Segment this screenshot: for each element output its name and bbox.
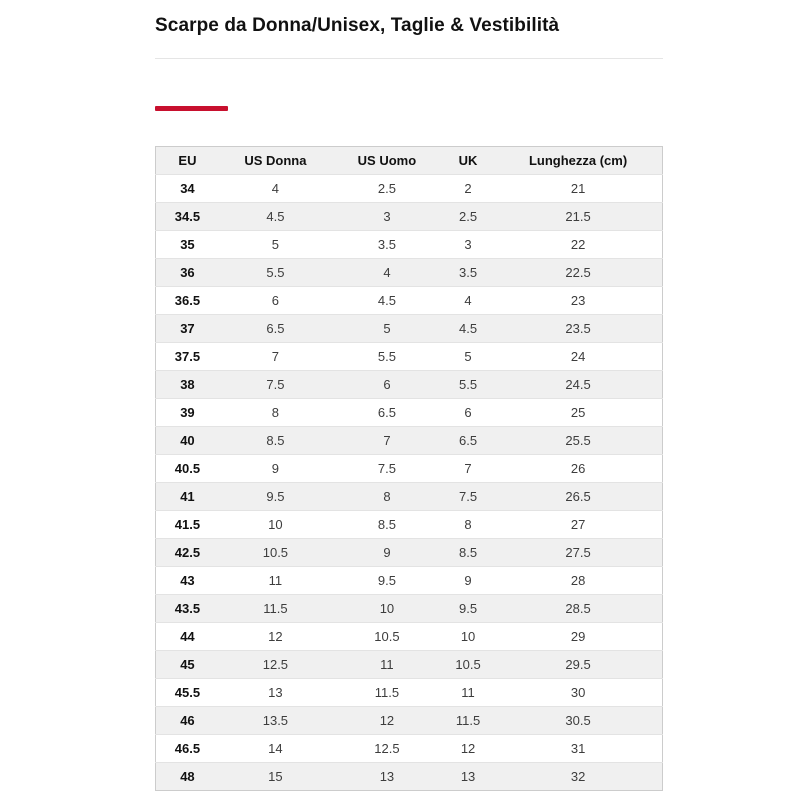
cell-lunghezza: 26 <box>494 455 662 483</box>
table-row <box>156 735 663 763</box>
cell-lunghezza: 22 <box>494 231 662 259</box>
table-row <box>156 287 663 315</box>
cell-uk: 6.5 <box>442 427 494 455</box>
cell-us-donna: 5 <box>219 231 332 259</box>
cell-lunghezza: 31 <box>494 735 662 763</box>
table-row <box>156 539 663 567</box>
cell-us-donna: 4.5 <box>219 203 332 231</box>
page-title: Scarpe da Donna/Unisex, Taglie & Vestibilità <box>155 15 560 36</box>
column-header-eu: EU <box>156 147 219 175</box>
cell-uk: 10 <box>442 623 494 651</box>
cell-us-donna: 12.5 <box>219 651 332 679</box>
table-row <box>156 259 663 287</box>
cell-eu: 38 <box>156 371 219 399</box>
cell-lunghezza: 21.5 <box>494 203 662 231</box>
cell-eu: 34 <box>156 175 219 203</box>
table-row <box>156 371 663 399</box>
cell-us-uomo: 5 <box>332 315 442 343</box>
cell-eu: 36.5 <box>156 287 219 315</box>
cell-lunghezza: 28 <box>494 567 662 595</box>
cell-lunghezza: 22.5 <box>494 259 662 287</box>
cell-us-donna: 9.5 <box>219 483 332 511</box>
cell-us-uomo: 11 <box>332 651 442 679</box>
cell-eu: 41 <box>156 483 219 511</box>
cell-us-uomo: 6 <box>332 371 442 399</box>
cell-uk: 9.5 <box>442 595 494 623</box>
cell-us-donna: 9 <box>219 455 332 483</box>
cell-uk: 8.5 <box>442 539 494 567</box>
cell-eu: 44 <box>156 623 219 651</box>
cell-us-donna: 6 <box>219 287 332 315</box>
table-row <box>156 315 663 343</box>
cell-eu: 46.5 <box>156 735 219 763</box>
cell-eu: 34.5 <box>156 203 219 231</box>
table-row <box>156 623 663 651</box>
table-row <box>156 427 663 455</box>
cell-lunghezza: 27 <box>494 511 662 539</box>
cell-us-uomo: 4.5 <box>332 287 442 315</box>
cell-lunghezza: 25.5 <box>494 427 662 455</box>
table-row <box>156 175 663 203</box>
size-conversion-table <box>155 146 663 791</box>
cell-uk: 3 <box>442 231 494 259</box>
table-row <box>156 231 663 259</box>
cell-eu: 35 <box>156 231 219 259</box>
table-row <box>156 511 663 539</box>
cell-us-uomo: 9 <box>332 539 442 567</box>
column-header-lunghezza: Lunghezza (cm) <box>494 147 662 175</box>
column-header-uk: UK <box>442 147 494 175</box>
cell-lunghezza: 30.5 <box>494 707 662 735</box>
table-row <box>156 203 663 231</box>
cell-us-uomo: 6.5 <box>332 399 442 427</box>
cell-us-donna: 5.5 <box>219 259 332 287</box>
cell-us-uomo: 12 <box>332 707 442 735</box>
table-row <box>156 651 663 679</box>
cell-lunghezza: 28.5 <box>494 595 662 623</box>
cell-lunghezza: 21 <box>494 175 662 203</box>
cell-us-uomo: 4 <box>332 259 442 287</box>
cell-eu: 39 <box>156 399 219 427</box>
cell-eu: 37.5 <box>156 343 219 371</box>
cell-eu: 45.5 <box>156 679 219 707</box>
cell-uk: 8 <box>442 511 494 539</box>
cell-us-uomo: 7 <box>332 427 442 455</box>
cell-us-uomo: 2.5 <box>332 175 442 203</box>
cell-lunghezza: 30 <box>494 679 662 707</box>
cell-us-donna: 14 <box>219 735 332 763</box>
cell-us-donna: 12 <box>219 623 332 651</box>
cell-uk: 11.5 <box>442 707 494 735</box>
cell-eu: 40.5 <box>156 455 219 483</box>
table-row <box>156 343 663 371</box>
cell-lunghezza: 29 <box>494 623 662 651</box>
cell-us-donna: 15 <box>219 763 332 791</box>
cell-lunghezza: 32 <box>494 763 662 791</box>
cell-uk: 13 <box>442 763 494 791</box>
table-body <box>156 175 663 791</box>
table-row <box>156 595 663 623</box>
cell-lunghezza: 25 <box>494 399 662 427</box>
cell-us-uomo: 8 <box>332 483 442 511</box>
cell-us-uomo: 5.5 <box>332 343 442 371</box>
table-header-row <box>156 147 663 175</box>
cell-uk: 4 <box>442 287 494 315</box>
cell-uk: 7 <box>442 455 494 483</box>
cell-uk: 6 <box>442 399 494 427</box>
cell-us-donna: 8.5 <box>219 427 332 455</box>
cell-lunghezza: 29.5 <box>494 651 662 679</box>
cell-uk: 12 <box>442 735 494 763</box>
cell-eu: 40 <box>156 427 219 455</box>
cell-eu: 43 <box>156 567 219 595</box>
cell-us-uomo: 11.5 <box>332 679 442 707</box>
cell-lunghezza: 26.5 <box>494 483 662 511</box>
cell-uk: 10.5 <box>442 651 494 679</box>
cell-eu: 41.5 <box>156 511 219 539</box>
cell-lunghezza: 24 <box>494 343 662 371</box>
table-row <box>156 483 663 511</box>
cell-lunghezza: 23 <box>494 287 662 315</box>
cell-us-uomo: 10.5 <box>332 623 442 651</box>
cell-us-donna: 6.5 <box>219 315 332 343</box>
cell-uk: 9 <box>442 567 494 595</box>
cell-us-uomo: 7.5 <box>332 455 442 483</box>
title-divider <box>155 58 663 59</box>
cell-us-uomo: 3.5 <box>332 231 442 259</box>
cell-uk: 7.5 <box>442 483 494 511</box>
cell-us-donna: 4 <box>219 175 332 203</box>
table-row <box>156 707 663 735</box>
cell-us-donna: 7.5 <box>219 371 332 399</box>
cell-us-donna: 10.5 <box>219 539 332 567</box>
cell-eu: 42.5 <box>156 539 219 567</box>
cell-us-uomo: 10 <box>332 595 442 623</box>
cell-us-donna: 11.5 <box>219 595 332 623</box>
cell-us-uomo: 8.5 <box>332 511 442 539</box>
cell-uk: 5.5 <box>442 371 494 399</box>
cell-lunghezza: 27.5 <box>494 539 662 567</box>
cell-lunghezza: 23.5 <box>494 315 662 343</box>
cell-lunghezza: 24.5 <box>494 371 662 399</box>
cell-eu: 48 <box>156 763 219 791</box>
table-row <box>156 455 663 483</box>
size-guide-section <box>155 0 663 791</box>
table-row <box>156 399 663 427</box>
column-header-us-donna: US Donna <box>219 147 332 175</box>
cell-uk: 2.5 <box>442 203 494 231</box>
table-row <box>156 567 663 595</box>
cell-us-uomo: 12.5 <box>332 735 442 763</box>
cell-uk: 11 <box>442 679 494 707</box>
table-row <box>156 763 663 791</box>
cell-eu: 45 <box>156 651 219 679</box>
cell-uk: 4.5 <box>442 315 494 343</box>
cell-us-donna: 7 <box>219 343 332 371</box>
red-accent-bar <box>155 106 228 111</box>
cell-us-uomo: 3 <box>332 203 442 231</box>
cell-uk: 5 <box>442 343 494 371</box>
column-header-us-uomo: US Uomo <box>332 147 442 175</box>
cell-us-donna: 8 <box>219 399 332 427</box>
cell-us-donna: 13 <box>219 679 332 707</box>
cell-us-donna: 11 <box>219 567 332 595</box>
cell-eu: 37 <box>156 315 219 343</box>
cell-us-donna: 13.5 <box>219 707 332 735</box>
cell-us-uomo: 9.5 <box>332 567 442 595</box>
cell-eu: 36 <box>156 259 219 287</box>
table-header <box>156 147 663 175</box>
cell-uk: 2 <box>442 175 494 203</box>
cell-us-uomo: 13 <box>332 763 442 791</box>
table-row <box>156 679 663 707</box>
cell-eu: 46 <box>156 707 219 735</box>
cell-eu: 43.5 <box>156 595 219 623</box>
cell-us-donna: 10 <box>219 511 332 539</box>
cell-uk: 3.5 <box>442 259 494 287</box>
